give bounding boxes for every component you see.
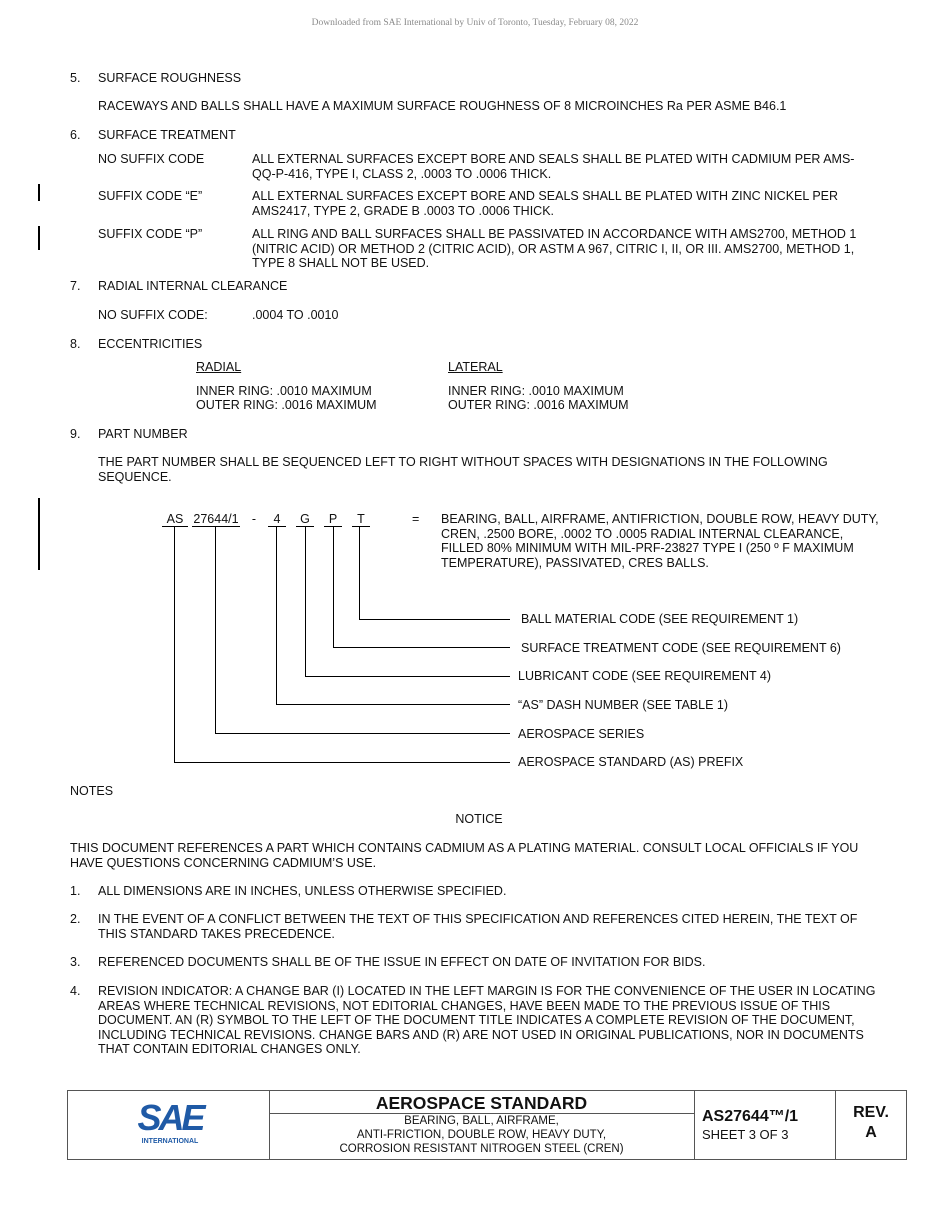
title-block-divider (694, 1090, 695, 1160)
leader-line (305, 676, 510, 677)
pn-underline (352, 526, 370, 527)
pn-lubricant-code: G (300, 512, 310, 526)
callout-series: AEROSPACE SERIES (518, 727, 645, 741)
change-bar (38, 226, 40, 250)
rev-value: A (865, 1124, 877, 1141)
section-title: ECCENTRICITIES (98, 337, 203, 351)
callout-lubricant: LUBRICANT CODE (SEE REQUIREMENT 4) (518, 669, 772, 683)
section-number: 7. (70, 279, 81, 293)
clearance-value: .0004 TO .0010 (252, 308, 339, 322)
radial-outer: OUTER RING: .0016 MAXIMUM (196, 398, 377, 412)
pn-series: 27644/1 (193, 512, 239, 526)
callout-dash-number: “AS” DASH NUMBER (SEE TABLE 1) (518, 698, 728, 712)
notice-text: THIS DOCUMENT REFERENCES A PART WHICH CONTAINS CADMIUM AS A PLATING MATERIAL. CONSULT LOCAL OFFICIALS IF YOU HAVE QUESTIONS CONCERNING CADMIUM’S USE. (70, 841, 859, 870)
leader-line (333, 647, 510, 648)
callout-ball-material: BALL MATERIAL CODE (SEE REQUIREMENT 1) (521, 612, 799, 626)
pn-underline (192, 526, 240, 527)
download-note: Downloaded from SAE International by Univ of Toronto, Tuesday, February 08, 2022 (311, 18, 639, 28)
footer-desc-line: CORROSION RESISTANT NITROGEN STEEL (CREN) (339, 1143, 624, 1155)
change-bar (38, 498, 40, 570)
note-text: ALL DIMENSIONS ARE IN INCHES, UNLESS OTHERWISE SPECIFIED. (98, 884, 507, 898)
suffix-code-text: ALL EXTERNAL SURFACES EXCEPT BORE AND SEALS SHALL BE PLATED WITH ZINC NICKEL PER AMS2417, TYPE 2, GRADE B .0003 TO .0006 THICK. (252, 189, 839, 218)
note-number: 4. (70, 984, 81, 998)
pn-equals: = (412, 512, 420, 526)
lateral-inner: INNER RING: .0010 MAXIMUM (448, 384, 624, 398)
lateral-heading: LATERAL (448, 360, 503, 374)
leader-line (359, 527, 360, 620)
leader-line (276, 527, 277, 705)
footer-desc-line: ANTI-FRICTION, DOUBLE ROW, HEAVY DUTY, (356, 1129, 607, 1141)
suffix-code-text: ALL RING AND BALL SURFACES SHALL BE PASSIVATED IN ACCORDANCE WITH AMS2700, METHOD 1 (NITRIC ACID) OR METHOD 2 (CITRIC ACID), OR ASTM A 967, CITRIC I, II, OR III. AMS2700, METHOD 1, TYPE 8 SHALL NOT BE USED. (252, 227, 857, 270)
pn-dash-number: 4 (273, 512, 281, 526)
rev-label: REV. (853, 1104, 889, 1121)
lateral-outer: OUTER RING: .0016 MAXIMUM (448, 398, 629, 412)
leader-line (174, 527, 175, 763)
footer-title: AEROSPACE STANDARD (375, 1093, 588, 1113)
note-number: 1. (70, 884, 81, 898)
notice-title: NOTICE (455, 812, 503, 826)
callout-prefix: AEROSPACE STANDARD (AS) PREFIX (518, 755, 744, 769)
suffix-code-text: ALL EXTERNAL SURFACES EXCEPT BORE AND SEALS SHALL BE PLATED WITH CADMIUM PER AMS-QQ-P-416, TYPE I, CLASS 2, .0003 TO .0006 THICK. (252, 152, 855, 181)
pn-description: BEARING, BALL, AIRFRAME, ANTIFRICTION, DOUBLE ROW, HEAVY DUTY, CREN, .2500 BORE, .0002 TO .0005 RADIAL INTERNAL CLEARANCE, FILLED 80% MINIMUM WITH MIL-PRF-23827 TYPE I (250 º F MAXIMUM TEMPERATURE), PASSIVATED, CRES BALLS. (441, 512, 879, 570)
note-text: IN THE EVENT OF A CONFLICT BETWEEN THE TEXT OF THIS SPECIFICATION AND REFERENCES CITED HEREIN, THE TEXT OF THIS STANDARD TAKES PRECEDENCE. (98, 912, 858, 941)
clearance-label: NO SUFFIX CODE: (98, 308, 208, 322)
note-number: 2. (70, 912, 81, 926)
section-text: THE PART NUMBER SHALL BE SEQUENCED LEFT TO RIGHT WITHOUT SPACES WITH DESIGNATIONS IN THE FOLLOWING SEQUENCE. (98, 455, 828, 484)
note-number: 3. (70, 955, 81, 969)
section-title: SURFACE TREATMENT (98, 128, 236, 142)
leader-line (359, 619, 510, 620)
title-block-divider (269, 1113, 694, 1114)
radial-inner: INNER RING: .0010 MAXIMUM (196, 384, 372, 398)
pn-ball-code: T (357, 512, 365, 526)
section-number: 8. (70, 337, 81, 351)
callout-surface-treatment: SURFACE TREATMENT CODE (SEE REQUIREMENT 6) (521, 641, 841, 655)
change-bar (38, 184, 40, 201)
section-number: 6. (70, 128, 81, 142)
suffix-code-label: SUFFIX CODE “P” (98, 227, 203, 241)
section-number: 5. (70, 71, 81, 85)
note-text: REVISION INDICATOR: A CHANGE BAR (I) LOCATED IN THE LEFT MARGIN IS FOR THE CONVENIENCE OF THE USER IN LOCATING AREAS WHERE TECHNICAL REVISIONS, NOT EDITORIAL CHANGES, HAVE BEEN MADE TO THE PREVIOUS ISSUE OF THIS DOCUMENT. AN (R) SYMBOL TO THE LEFT OF THE DOCUMENT TITLE INDICATES A COMPLETE REVISION OF THE DOCUMENT, INCLUDING TECHNICAL REVISIONS. CHANGE BARS AND (R) ARE NOT USED IN ORIGINAL PUBLICATIONS, NOR IN DOCUMENTS THAT CONTAIN EDITORIAL CHANGES ONLY. (98, 984, 876, 1056)
leader-line (215, 527, 216, 734)
sae-logo: SAE (137, 1097, 203, 1138)
leader-line (174, 762, 510, 763)
leader-line (276, 704, 510, 705)
sae-logo-subtitle: INTERNATIONAL (141, 1138, 199, 1145)
section-number: 9. (70, 427, 81, 441)
pn-underline (162, 526, 188, 527)
leader-line (215, 733, 510, 734)
leader-line (305, 527, 306, 677)
notes-heading: NOTES (70, 784, 114, 798)
radial-heading: RADIAL (196, 360, 242, 374)
suffix-code-label: SUFFIX CODE “E” (98, 189, 203, 203)
pn-hyphen: - (251, 512, 257, 526)
pn-surface-code: P (328, 512, 338, 526)
pn-underline (268, 526, 286, 527)
section-title: PART NUMBER (98, 427, 188, 441)
section-text: RACEWAYS AND BALLS SHALL HAVE A MAXIMUM SURFACE ROUGHNESS OF 8 MICROINCHES Ra PER ASME B46.1 (98, 99, 787, 113)
leader-line (333, 527, 334, 648)
doc-number: AS27644™/1 (702, 1108, 799, 1125)
section-title: SURFACE ROUGHNESS (98, 71, 242, 85)
footer-desc-line: BEARING, BALL, AIRFRAME, (404, 1115, 559, 1127)
suffix-code-label: NO SUFFIX CODE (98, 152, 205, 166)
pn-prefix: AS (166, 512, 184, 526)
section-title: RADIAL INTERNAL CLEARANCE (98, 279, 288, 293)
note-text: REFERENCED DOCUMENTS SHALL BE OF THE ISSUE IN EFFECT ON DATE OF INVITATION FOR BIDS. (98, 955, 706, 969)
sheet-number: SHEET 3 OF 3 (702, 1127, 789, 1142)
